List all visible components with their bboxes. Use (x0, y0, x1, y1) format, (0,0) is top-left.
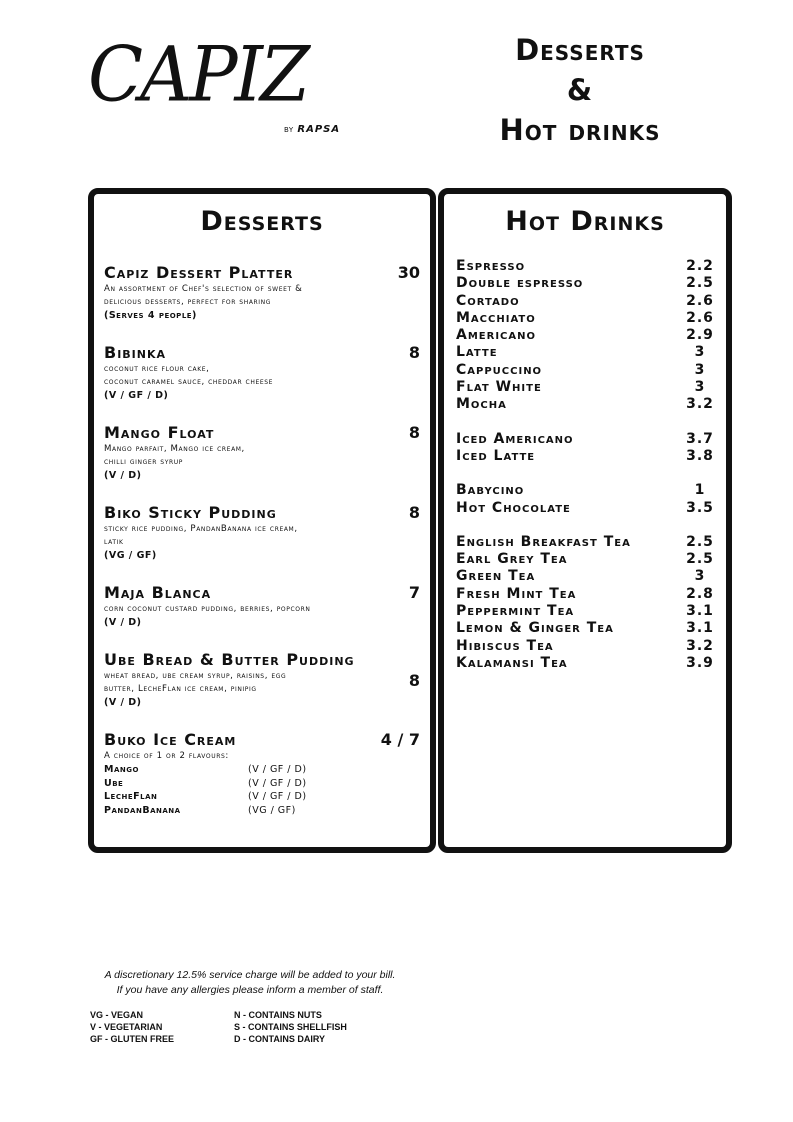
dessert-description: sticky rice pudding, PandanBanana ice cream, (104, 524, 298, 534)
drink-row (456, 362, 714, 379)
brand-sub-prefix: by (284, 124, 294, 135)
desserts-title: Desserts (200, 206, 324, 237)
drink-name: English Breakfast Tea (456, 533, 631, 550)
legend-item: S - CONTAINS SHELLFISH (234, 1022, 347, 1032)
drink-row (456, 551, 714, 568)
allergy-note: If you have any allergies please inform a member of staff. (116, 984, 384, 996)
legend-item: GF - GLUTEN FREE (90, 1034, 174, 1044)
dessert-description: Mango parfait, Mango ice cream, (104, 444, 245, 454)
drink-row (456, 344, 714, 361)
drink-row (456, 586, 714, 603)
dessert-item (104, 729, 422, 817)
drink-price: 2.5 (686, 533, 714, 550)
drink-price: 2.5 (686, 275, 714, 292)
flavour-name: LecheFlan (104, 791, 158, 802)
drink-row (456, 293, 714, 310)
drink-row (456, 275, 714, 292)
dessert-item (104, 582, 422, 629)
dessert-name: Buko Ice Cream (104, 730, 237, 749)
diet-legend-right (234, 1009, 347, 1045)
drink-price: 3.1 (686, 620, 714, 637)
drink-name: Latte (456, 344, 498, 361)
drink-list (456, 258, 714, 689)
flavour-name: Ube (104, 777, 124, 789)
brand-subtitle (284, 124, 340, 135)
dessert-item (104, 649, 422, 709)
drink-price: 1 (694, 482, 706, 499)
drink-name: Earl Grey Tea (456, 551, 568, 568)
drink-name: Macchiato (456, 309, 536, 326)
drink-price: 3.2 (686, 637, 714, 654)
dessert-diet-tag: (Serves 4 people) (104, 310, 197, 321)
drink-price: 2.9 (686, 327, 714, 344)
drink-name: Fresh Mint Tea (456, 585, 577, 602)
drink-name: Cortado (456, 292, 520, 309)
drink-name: Double espresso (456, 275, 584, 292)
drink-name: Peppermint Tea (456, 603, 575, 620)
dessert-diet-tag: (V / D) (104, 697, 142, 708)
dessert-description: coconut rice flour cake, (104, 364, 210, 374)
dessert-description: coconut caramel sauce, cheddar cheese (104, 377, 274, 387)
drink-row (456, 310, 714, 327)
flavour-diet-tag: (V / GF / D) (248, 777, 307, 789)
brand-sub-name: RAPSA (297, 124, 341, 135)
drink-row (456, 379, 714, 396)
drink-name: Americano (456, 327, 536, 344)
drink-price: 3.2 (686, 396, 714, 413)
hot-drinks-panel (438, 188, 732, 853)
drink-name: Mocha (456, 396, 507, 413)
drink-name: Hot Chocolate (456, 499, 571, 516)
dessert-price: 7 (408, 583, 420, 602)
dessert-diet-tag: (V / D) (104, 470, 142, 481)
legend-item: D - CONTAINS DAIRY (234, 1034, 325, 1044)
dessert-diet-tag: (V / GF / D) (104, 390, 169, 401)
header-line-2: & (566, 73, 594, 107)
dessert-description: wheat bread, ube cream syrup, raisins, egg (104, 671, 287, 681)
drink-price: 3.9 (686, 654, 714, 671)
dessert-item (104, 502, 422, 562)
flavour-diet-tag: (V / GF / D) (248, 791, 307, 802)
diet-legend-left (90, 1009, 174, 1045)
header-line-3: Hot drinks (499, 113, 661, 147)
dessert-diet-tag: (VG / GF) (104, 550, 157, 561)
legend-item: V - VEGETARIAN (90, 1022, 163, 1032)
dessert-name: Maja Blanca (104, 583, 212, 602)
flavour-name: Mango (104, 764, 139, 775)
drink-price: 3.5 (686, 499, 714, 516)
dessert-name: Bibinka (104, 343, 167, 362)
dessert-price: 8 (408, 503, 420, 522)
dessert-item (104, 422, 422, 482)
drink-row (456, 638, 714, 655)
dessert-name: Capiz Dessert Platter (104, 263, 294, 282)
dessert-price: 8 (408, 671, 420, 690)
menu-header-title (460, 30, 700, 150)
hot-drinks-title: Hot Drinks (505, 206, 665, 237)
dessert-description: An assortment of Chef's selection of sweet & (104, 284, 303, 294)
drink-name: Iced Americano (456, 430, 574, 447)
drink-name: Flat White (456, 379, 542, 396)
dessert-item (104, 342, 422, 402)
dessert-description: butter, LecheFlan ice cream, pinipig (104, 684, 257, 694)
footer-notes (90, 968, 410, 998)
dessert-description: corn coconut custard pudding, berries, popcorn (104, 604, 311, 614)
drink-row (456, 258, 714, 275)
dessert-list (104, 262, 422, 837)
dessert-description: A choice of 1 or 2 flavours: (104, 751, 229, 761)
drink-row (456, 431, 714, 448)
drink-row (456, 396, 714, 413)
drink-name: Green Tea (456, 568, 536, 585)
drink-price: 2.6 (686, 292, 714, 309)
drink-row (456, 655, 714, 672)
drink-row (456, 448, 714, 465)
drink-name: Babycino (456, 482, 525, 499)
drink-row (456, 603, 714, 620)
drink-price: 3 (694, 344, 706, 361)
drink-price: 3.1 (686, 603, 714, 620)
brand-logo: CAPIZ (88, 29, 307, 119)
drink-group (456, 534, 714, 672)
drink-price: 3 (694, 361, 706, 378)
drink-row (456, 482, 714, 499)
drink-price: 2.6 (686, 309, 714, 326)
drink-row (456, 327, 714, 344)
desserts-panel (88, 188, 436, 853)
drink-price: 3 (694, 379, 706, 396)
dessert-name: Ube Bread & Butter Pudding (104, 650, 355, 669)
drink-row (456, 568, 714, 585)
dessert-item (104, 262, 422, 322)
drink-row (456, 620, 714, 637)
dessert-diet-tag: (V / D) (104, 617, 142, 628)
drink-row (456, 534, 714, 551)
dessert-price: 30 (397, 263, 420, 282)
legend-item: N - CONTAINS NUTS (234, 1010, 322, 1020)
drink-name: Hibiscus Tea (456, 637, 554, 654)
drink-name: Espresso (456, 258, 526, 274)
drink-price: 2.2 (686, 258, 714, 274)
dessert-description: chilli ginger syrup (104, 457, 183, 467)
dessert-price: 4 / 7 (380, 730, 420, 749)
dessert-name: Mango Float (104, 423, 215, 442)
drink-name: Iced Latte (456, 447, 536, 464)
drink-name: Kalamansi Tea (456, 654, 568, 671)
drink-price: 3.8 (686, 447, 714, 464)
drink-name: Cappuccino (456, 361, 543, 378)
dessert-description: delicious desserts, perfect for sharing (104, 297, 272, 307)
dessert-price: 8 (408, 343, 420, 362)
dessert-price: 8 (408, 423, 420, 442)
header-line-1: Desserts (515, 33, 645, 67)
service-charge-note: A discretionary 12.5% service charge will be added to your bill. (104, 969, 396, 981)
legend-item: VG - VEGAN (90, 1010, 144, 1020)
drink-price: 2.8 (686, 585, 714, 602)
dessert-name: Biko Sticky Pudding (104, 503, 277, 522)
flavour-diet-tag: (VG / GF) (248, 804, 296, 816)
drink-group (456, 431, 714, 466)
flavour-name: PandanBanana (104, 804, 181, 816)
flavour-list (104, 763, 422, 817)
drink-name: Lemon & Ginger Tea (456, 620, 614, 637)
drink-group (456, 482, 714, 517)
drink-price: 3.7 (686, 430, 714, 447)
dessert-description: latik (104, 537, 124, 547)
drink-row (456, 500, 714, 517)
drink-group (456, 258, 714, 414)
drink-price: 3 (694, 568, 706, 585)
flavour-diet-tag: (V / GF / D) (248, 764, 307, 775)
drink-price: 2.5 (686, 551, 714, 568)
